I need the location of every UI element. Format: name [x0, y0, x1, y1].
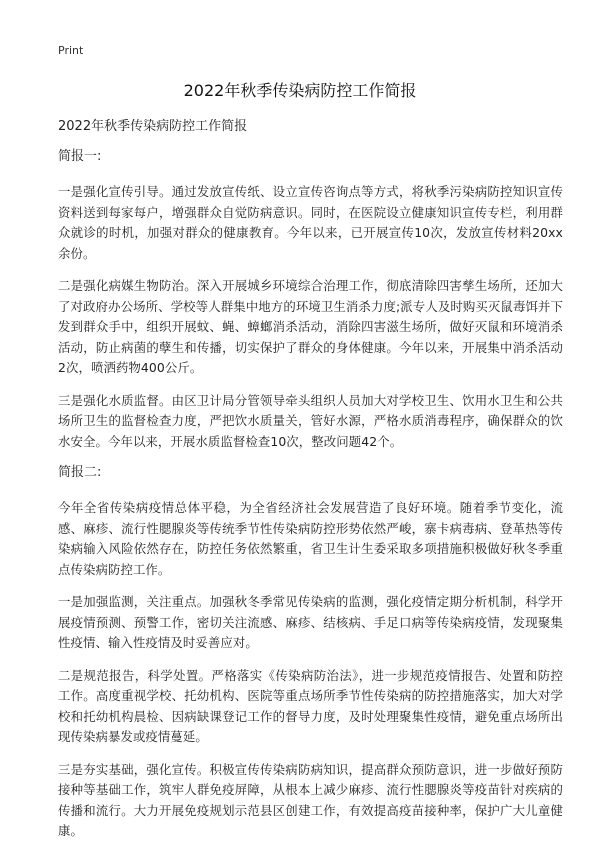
section-heading-2: 简报二:	[58, 465, 102, 480]
paragraph: 一是加强监测，关注重点。加强秋冬季常见传染病的监测，强化疫情定期分析机制，科学开展疫情预测、预警工作，密切关注流感、麻疹、结核病、手足口病等传染病疫情，发现聚集性疫情、输入性疫情及时妥善应对。	[58, 594, 563, 650]
document-title: 2022年秋季传染病防控工作简报	[183, 81, 417, 100]
paragraph: 二是强化病媒生物防治。深入开展城乡环境综合治理工作，彻底清除四害孳生场所，还加大了对政府办公场所、学校等人群集中地方的环境卫生消杀力度;派专人及时购买灭鼠毒饵并下发到群众手中，组织开展蚊、蝇、蟑螂消杀活动，消除四害滋生场所，做好灭鼠和环境消杀活动，防止病菌的孽生和传播，切实保护了群众的身体健康。今年以来，开展集中消杀活动2次，喷洒药物400公斤。	[58, 278, 563, 375]
document-body	[58, 118, 563, 854]
print-link[interactable]: Print	[58, 44, 84, 57]
paragraph: 三是强化水质监督。由区卫计局分管领导牵头组织人员加大对学校卫生、饮用水卫生和公共场所卫生的监督检查力度，严把饮水质量关，管好水源，严格水质消毒程序，确保群众的饮水安全。今年以来，开展水质监督检查10次，整改问题42个。	[58, 392, 563, 449]
document-subtitle: 2022年秋季传染病防控工作简报	[58, 119, 248, 134]
paragraph: 今年全省传染病疫情总体平稳，为全省经济社会发展营造了良好环境。随着季节变化，流感、麻疹、流行性腮腺炎等传统季节性传染病防控形势依然严峻，寨卡病毒病、登革热等传染病输入风险依然存在，防控任务依然繁重，省卫生计生委采取多项措施积极做好秋冬季重点传染病防控工作。	[58, 500, 563, 577]
paragraph: 一是强化宣传引导。通过发放宣传纸、设立宣传咨询点等方式，将秋季污染病防控知识宣传资料送到每家每户，增强群众自觉防病意识。同时，在医院设立健康知识宣传专栏，利用群众就诊的时机，加强对群众的健康教育。今年以来，已开展宣传10次，发放宣传材料20xx余份。	[58, 184, 563, 261]
paragraph: 三是夯实基础，强化宣传。积极宣传传染病防病知识，提高群众预防意识，进一步做好预防接种等基础工作，筑牢人群免疫屏障，从根本上减少麻疹、流行性腮腺炎等疫苗针对疾病的传播和流行。大力开展免疫规划示范县区创建工作，有效提高疫苗接种率，保护广大儿童健康。	[58, 761, 563, 838]
paragraph: 二是规范报告，科学处置。严格落实《传染病防治法》，进一步规范疫情报告、处置和防控工作。高度重视学校、托幼机构、医院等重点场所季节性传染病的防控措施落实，加大对学校和托幼机构晨检、因病缺课登记工作的督导力度，及时处理聚集性疫情，避免重点场所出现传染病暴发或疫情蔓延。	[58, 667, 563, 744]
section-heading-1: 简报一:	[58, 149, 102, 164]
